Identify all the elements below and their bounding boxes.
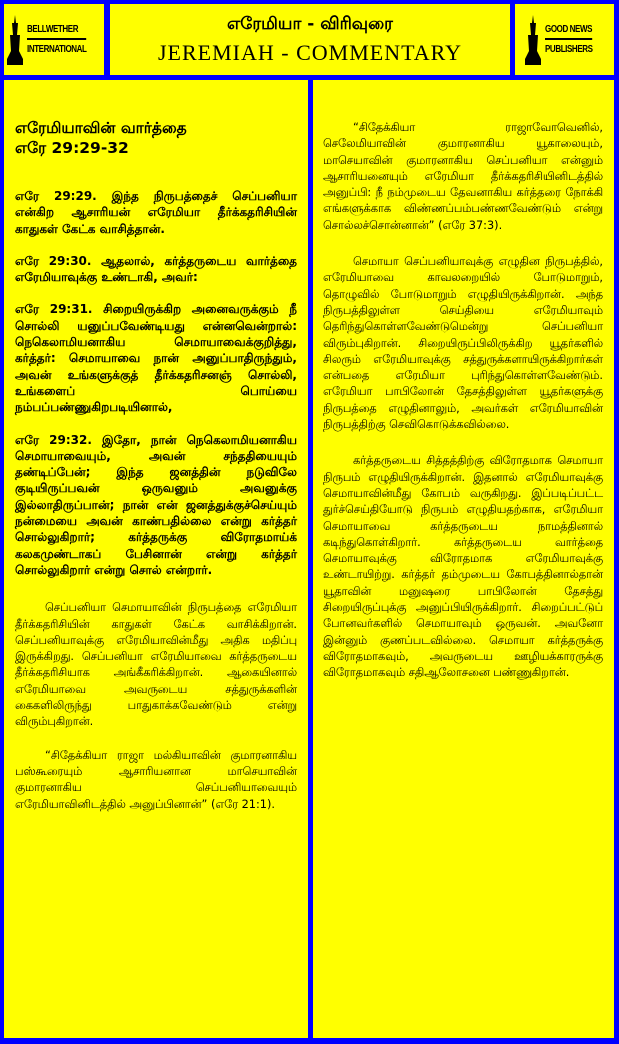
commentary-paragraph: “சிதேக்கியா ராஜா மல்கியாவின் குமாரனாகிய பஸ்கூரையும் ஆசாரியனான மாசெயாவின் குமாரனாகிய செப்பனியாவையும் எரேமியாவினிடத்தில் அனுப்பினான்” (எரே 21:1). <box>15 748 297 811</box>
tower-icon <box>524 15 542 65</box>
logo-text: INTERNATIONAL <box>27 44 87 55</box>
title-tamil: எரேமியா - விரிவுரை <box>227 14 393 34</box>
tower-icon <box>6 15 24 65</box>
section-heading <box>15 118 297 158</box>
logo-text: PUBLISHERS <box>545 44 593 55</box>
title-english: JEREMIAH - COMMENTARY <box>157 40 463 65</box>
verse: எரே 29:31. சிறையிருக்கிற அனைவருக்கும் நீ சொல்லி யனுப்பவேண்டியது என்னவென்றால்: நெகெலாமியனாகிய செமாயாவைக்குறித்து, கர்த்தர்: செமாயாவை நான் அனுப்பாதிருந்தும், அவன் உங்களுக்குத் தீர்க்கதரிசனஞ் சொல்லி, உங்களைப் பொய்யை நம்பப்பண்ணுகிறபடியினால், <box>15 302 297 415</box>
verse: எரே 29:32. இதோ, நான் நெகெலாமியனாகிய செமாயாவையும், அவன் சந்ததியையும் தண்டிப்பேன்; இந்த ஜனத்தின் நடுவிலே குடியிருப்பவன் ஒருவனும் அவனுக்கு இல்லாதிருப்பான்; நான் என் ஜனத்துக்குச்செய்யும் நன்மையை அவன் காண்பதில்லை என்று கர்த்தர் சொல்லுகிறார்; கர்த்தருக்கு விரோதமாய்க் கலகமுண்டாகப் பேசினான் என்று கர்த்தர் சொல்லுகிறார் என்று சொல் என்றார். <box>15 432 297 577</box>
verse: எரே 29:30. ஆதலால், கர்த்தருடைய வார்த்தை எரேமியாவுக்கு உண்டாகி, அவர்: <box>15 253 297 285</box>
commentary-paragraph: செமாயா செப்பனியாவுக்கு எழுதின நிருபத்தில், எரேமியாவை காவலறையில் போடுமாறும், தொழுவில் போடுமாறும் எழுதியிருக்கிறான். அந்த நிருபத்திலுள்ள செய்தியை எரேமியாவும் தெரிந்துகொள்ளவேண்டுமென்று செப்பனியா விரும்புகிறான். சிறையிருப்பிலிருக்கிற யூதர்களில் சிலரும் எரேமியாவுக்கு சத்துருக்களாயிருக்கிறார்கள் என்பதை எரேமியா புரிந்துகொள்ளவேண்டும். எரேமியா பாபிலோன் தேசத்திலுள்ள யூதர்களுக்கு நிருபத்தை எழுதினாலும், அவர்கள் எரேமியாவின் நிருபத்திற்கு செவிகொடுக்கவில்லை. <box>323 255 603 432</box>
commentary-paragraph: கர்த்தருடைய சித்தத்திற்கு விரோதமாக செமாயா நிருபம் எழுதியிருக்கிறான். இதனால் எரேமியாவுக்கு செமாயாவின்மீது கோபம் வருகிறது. இப்படிப்பட்ட துர்ச்செய்தியோடு நிருபம் எழுதியதற்காக, எரேமியா செமாயாவை கர்த்தருடைய நாமத்தினால் கடிந்துகொள்கிறார். கர்த்தருடைய வார்த்தை செமாயாவுக்கு விரோதமாக எரேமியாவுக்கு உண்டாயிற்று. கர்த்தர் தம்முடைய கோபத்தினால்தான் யூதாவின் மனுஷரை பாபிலோன் தேசத்து சிறையிருப்புக்கு அனுப்பியிருக்கிறார். சிறைப்பட்டுப் போனவர்களில் செமாயாவும் ஒருவன். அவனோ இன்னும் குணப்படவில்லை. செமாயா கர்த்தருக்கு விரோதமாகவும், அவருடைய ஊழியக்காரருக்கு விரோதமாகவும் சதிஆலோசனை பண்ணுகிறான். <box>323 454 603 680</box>
right-column <box>313 80 614 1038</box>
left-column <box>4 80 308 1038</box>
good-news-logo <box>515 4 614 75</box>
logo-text: BELLWETHER <box>27 23 87 40</box>
commentary-paragraph: செப்பனியா செமாயாவின் நிருபத்தை எரேமியா தீர்க்கதரிசியின் காதுகள் கேட்க வாசிக்கிறான். செப்பனியாவுக்கு எரேமியாவின்மீது அதிக மதிப்பு இருக்கிறது. செப்பனியா எரேமியாவை கர்த்தருடைய தீர்க்கதரிசியாக அங்கீகரிக்கிறான். ஆகையினால் எரேமியாவை அவருடைய சத்துருக்களின் கைகளிலிருந்து பாதுகாக்கவேண்டும் என்று விரும்புகிறான். <box>15 601 297 729</box>
verse: எரே 29:29. இந்த நிருபத்தைச் செப்பனியா என்கிற ஆசாரியன் எரேமியா தீர்க்கதரிசியின் காதுகள் கேட்க வாசித்தான். <box>15 189 297 236</box>
commentary-paragraph: “சிதேக்கியா ராஜாவோவெனில், செலேமியாவின் குமாரனாகிய யூகாலையும், மாசெயாவின் குமாரனாகிய செப்பனியா என்னும் ஆசாரியனையும் எரேமியா தீர்க்கதரிசியினிடத்தில் அனுப்பி: நீ நம்முடைய தேவனாகிய கர்த்தரை நோக்கி எங்களுக்காக விண்ணப்பம்பண்ணவேண்டும் என்று சொல்லச்சொன்னான்” (எரே 37:3). <box>323 121 603 232</box>
bellwether-logo <box>4 4 104 75</box>
heading-title: எரேமியாவின் வார்த்தை <box>15 119 187 137</box>
heading-reference: எரே 29:29-32 <box>15 139 129 157</box>
page-header <box>110 4 510 75</box>
logo-text: GOOD NEWS <box>545 23 593 40</box>
